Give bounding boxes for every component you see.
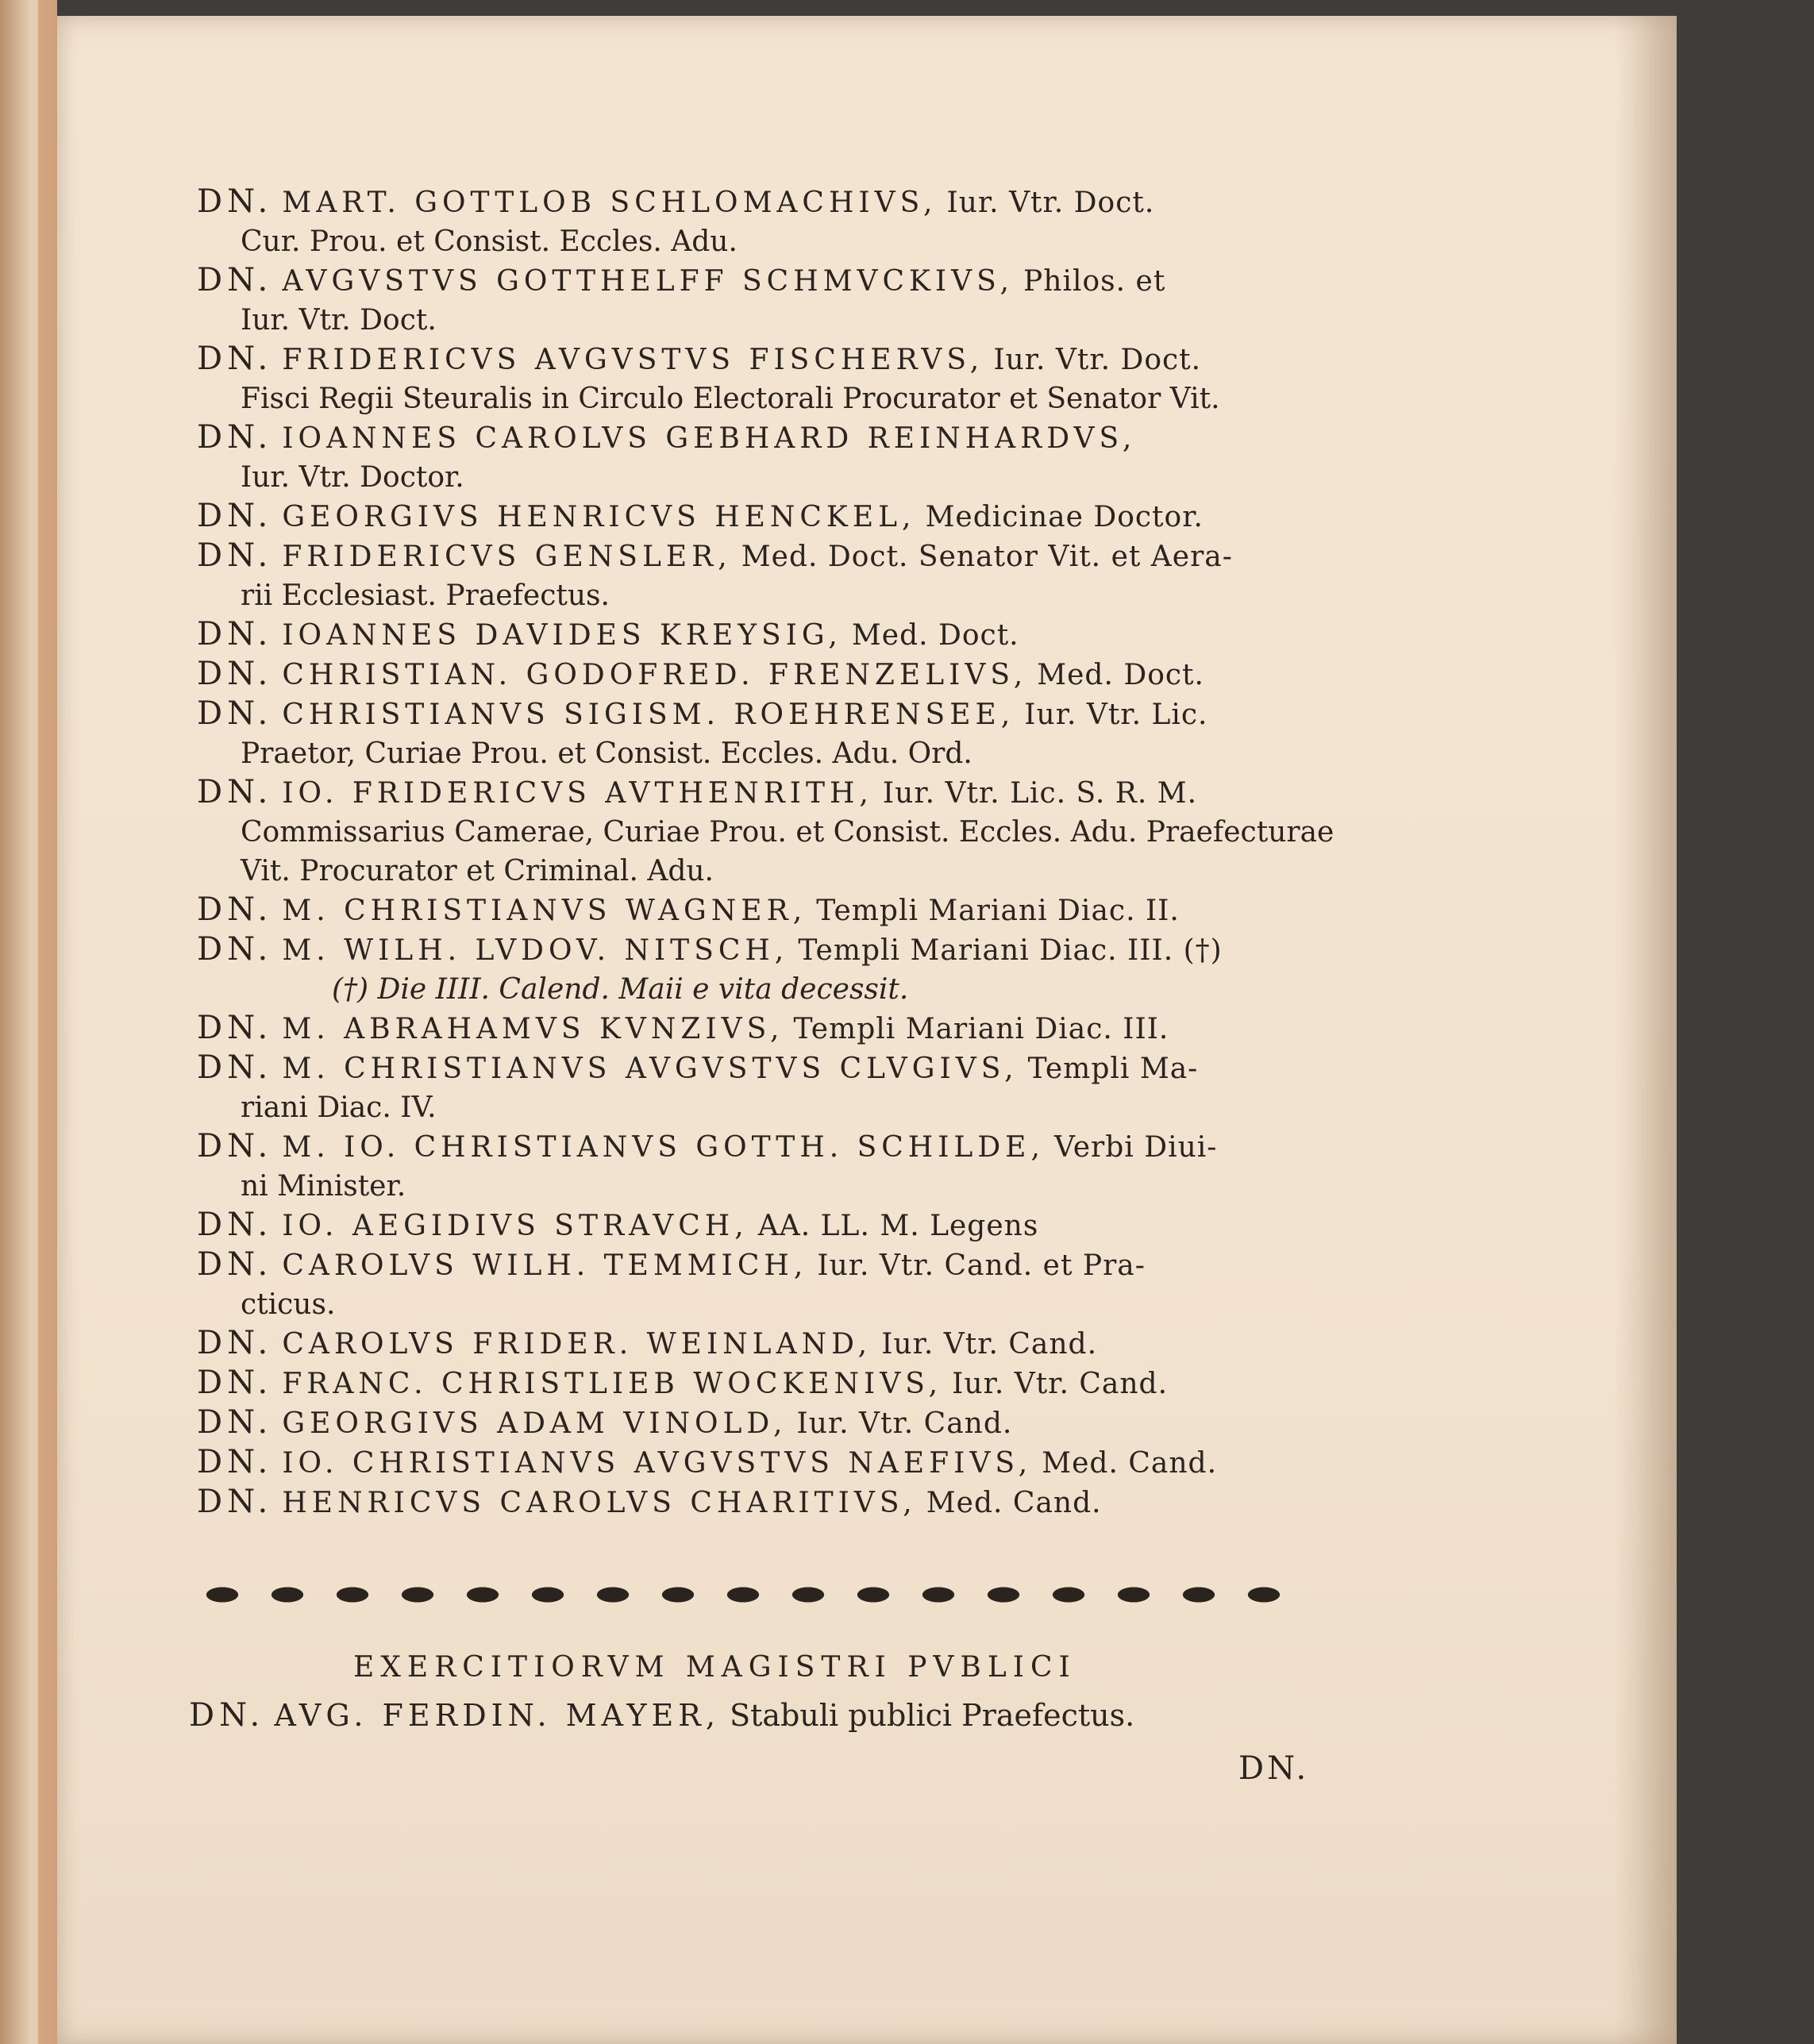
ornament-glyph <box>711 1580 775 1610</box>
entry-name: IO. AEGIDIVS STRAVCH, <box>282 1210 749 1242</box>
entry-title: Med. Doct. <box>1037 659 1204 691</box>
entry-name: GEORGIVS HENRICVS HENCKEL, <box>282 501 916 533</box>
entry-name: CAROLVS FRIDER. WEINLAND, <box>282 1328 872 1361</box>
entry-title: Templi Ma- <box>1027 1053 1199 1085</box>
list-item <box>197 1324 1356 1364</box>
entry-name: AVGVSTVS GOTTHELFF SCHMVCKIVS, <box>282 265 1014 298</box>
list-item <box>197 655 1356 695</box>
ornament-glyph <box>776 1580 840 1610</box>
magister-entry <box>189 1697 1134 1734</box>
ornament-divider <box>191 1580 1318 1616</box>
entry-name: GEORGIVS ADAM VINOLD, <box>282 1407 788 1440</box>
entry-title: Iur. Vtr. Cand. <box>796 1407 1013 1440</box>
entry-continuation: Praetor, Curiae Prou. et Consist. Eccles. Adu. Ord. <box>241 737 972 770</box>
entry-name: FRIDERICVS GENSLER, <box>282 541 732 573</box>
entry-dn: DN. <box>197 498 273 534</box>
ornament-glyph <box>972 1580 1035 1610</box>
entry-dn: DN. <box>197 183 273 220</box>
list-item <box>197 537 1356 615</box>
entry-continuation: Commissarius Camerae, Curiae Prou. et Consist. Eccles. Adu. Praefecturae <box>241 816 1335 849</box>
list-item <box>197 891 1356 930</box>
list-item <box>197 1206 1356 1245</box>
entry-continuation: Cur. Prou. et Consist. Eccles. Adu. <box>241 225 738 258</box>
magister-title: Stabuli publici Praefectus. <box>730 1698 1135 1733</box>
list-item <box>197 773 1356 891</box>
entry-dn: DN. <box>197 695 273 732</box>
list-item <box>197 1443 1356 1483</box>
entry-name: MART. GOTTLOB SCHLOMACHIVS, <box>282 187 938 219</box>
entry-note: (†) Die IIII. Calend. Maii e vita decessit. <box>332 973 909 1006</box>
ornament-glyph <box>191 1580 254 1610</box>
entry-continuation-2: Vit. Procurator et Criminal. Adu. <box>241 855 714 887</box>
ornament-glyph <box>451 1580 514 1610</box>
entry-title: Med. Cand. <box>1042 1447 1218 1480</box>
entry-dn: DN. <box>197 419 273 456</box>
entry-name: CHRISTIANVS SIGISM. ROEHRENSEE, <box>282 699 1015 731</box>
entry-title: Iur. Vtr. Cand. et Pra- <box>817 1249 1146 1282</box>
entry-title: Iur. Vtr. Lic. <box>1024 699 1208 731</box>
list-item <box>197 1364 1356 1403</box>
entry-continuation: Fisci Regii Steuralis in Circulo Electorali Procurator et Senator Vit. <box>241 383 1220 415</box>
entry-name: M. ABRAHAMVS KVNZIVS, <box>282 1013 784 1045</box>
entry-title: Medicinae Doctor. <box>925 501 1204 533</box>
entry-continuation: rii Ecclesiast. Praefectus. <box>241 579 610 612</box>
entry-dn: DN. <box>197 774 273 810</box>
catchword: DN. <box>1238 1750 1310 1787</box>
entry-title: Iur. Vtr. Cand. <box>881 1328 1098 1361</box>
entry-dn: DN. <box>197 341 273 377</box>
entry-title: Iur. Vtr. Doct. <box>993 344 1202 376</box>
ornament-glyph <box>386 1580 449 1610</box>
list-item <box>197 1127 1356 1206</box>
entry-dn: DN. <box>197 1365 273 1401</box>
entry-dn: DN. <box>197 1404 273 1441</box>
entry-title: Iur. Vtr. Lic. S. R. M. <box>882 777 1198 810</box>
list-item <box>197 261 1356 340</box>
entry-title: Templi Mariani Diac. II. <box>816 895 1180 927</box>
entry-dn: DN. <box>197 1246 273 1283</box>
entry-name: CHRISTIAN. GODOFRED. FRENZELIVS, <box>282 659 1028 691</box>
page-fold <box>1613 16 1677 2044</box>
entry-dn: DN. <box>197 656 273 692</box>
magister-name: AVG. FERDIN. MAYER, <box>274 1698 720 1733</box>
ornament-glyph <box>907 1580 970 1610</box>
section-heading: EXERCITIORVM MAGISTRI PVBLICI <box>353 1651 1076 1684</box>
list-item <box>197 1403 1356 1443</box>
entry-title: AA. LL. M. Legens <box>757 1210 1039 1242</box>
name-list <box>197 183 1356 1522</box>
ornament-glyph <box>1232 1580 1296 1610</box>
entry-dn: DN. <box>197 891 273 928</box>
list-item <box>197 1483 1356 1522</box>
entry-name: IOANNES CAROLVS GEBHARD REINHARDVS, <box>282 422 1137 455</box>
ornament-glyph <box>1102 1580 1165 1610</box>
ornament-glyph <box>842 1580 905 1610</box>
list-item <box>197 1049 1356 1127</box>
entry-name: M. WILH. LVDOV. NITSCH, <box>282 934 789 967</box>
entry-continuation: ni Minister. <box>241 1170 406 1203</box>
entry-title: Philos. et <box>1023 265 1166 298</box>
entry-name: IOANNES DAVIDES KREYSIG, <box>282 619 842 652</box>
entry-name: M. IO. CHRISTIANVS GOTTH. SCHILDE, <box>282 1131 1045 1164</box>
list-item <box>197 615 1356 655</box>
entry-name: M. CHRISTIANVS WAGNER, <box>282 895 807 927</box>
entry-name: FRIDERICVS AVGVSTVS FISCHERVS, <box>282 344 984 376</box>
entry-dn: DN. <box>197 931 273 968</box>
entry-dn: DN. <box>197 1444 273 1480</box>
list-item <box>197 183 1356 261</box>
entry-title: Iur. Vtr. Doct. <box>946 187 1155 219</box>
entry-title: Med. Doct. Senator Vit. et Aera- <box>741 541 1233 573</box>
entry-continuation: riani Diac. IV. <box>241 1091 437 1124</box>
entry-name: HENRICVS CAROLVS CHARITIVS, <box>282 1487 917 1519</box>
entry-title: Med. Cand. <box>926 1487 1102 1519</box>
list-item <box>197 418 1356 497</box>
entry-dn: DN. <box>197 1010 273 1046</box>
entry-name: IO. CHRISTIANVS AVGVSTVS NAEFIVS, <box>282 1447 1033 1480</box>
ornament-glyph <box>646 1580 710 1610</box>
ornament-glyph <box>581 1580 645 1610</box>
entry-title: Verbi Diui- <box>1054 1131 1218 1164</box>
entry-name: IO. FRIDERICVS AVTHENRITH, <box>282 777 873 810</box>
list-item <box>197 930 1356 1009</box>
entry-continuation: cticus. <box>241 1288 336 1321</box>
entry-title: Iur. Vtr. Cand. <box>952 1368 1169 1400</box>
entry-name: M. CHRISTIANVS AVGVSTVS CLVGIVS, <box>282 1053 1019 1085</box>
list-item <box>197 1009 1356 1049</box>
list-item <box>197 695 1356 773</box>
ornament-glyph <box>1037 1580 1100 1610</box>
binding-edge <box>38 0 57 2044</box>
entry-dn: DN. <box>197 1049 273 1086</box>
magister-dn: DN. <box>189 1697 265 1734</box>
entry-dn: DN. <box>197 1207 273 1243</box>
ornament-glyph <box>516 1580 580 1610</box>
entry-dn: DN. <box>197 1484 273 1520</box>
entry-continuation: Iur. Vtr. Doctor. <box>241 461 464 494</box>
entry-title: Templi Mariani Diac. III. (†) <box>798 934 1223 967</box>
list-item <box>197 497 1356 537</box>
entry-title: Med. Doct. <box>851 619 1019 652</box>
ornament-glyph <box>1167 1580 1231 1610</box>
list-item <box>197 1245 1356 1324</box>
entry-continuation: Iur. Vtr. Doct. <box>241 304 437 337</box>
entry-dn: DN. <box>197 537 273 574</box>
entry-name: FRANC. CHRISTLIEB WOCKENIVS, <box>282 1368 943 1400</box>
entry-dn: DN. <box>197 1128 273 1164</box>
entry-title: Templi Mariani Diac. III. <box>793 1013 1169 1045</box>
entry-name: CAROLVS WILH. TEMMICH, <box>282 1249 808 1282</box>
ornament-glyph <box>321 1580 384 1610</box>
entry-dn: DN. <box>197 616 273 652</box>
entry-dn: DN. <box>197 1325 273 1361</box>
entry-dn: DN. <box>197 262 273 298</box>
list-item <box>197 340 1356 418</box>
ornament-glyph <box>256 1580 319 1610</box>
